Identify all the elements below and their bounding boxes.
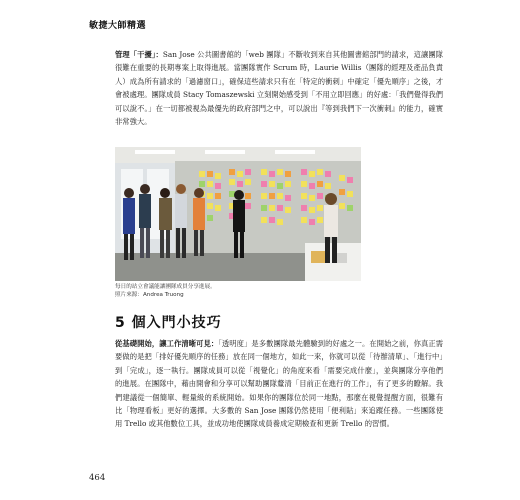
paragraph-transparency <box>115 337 443 431</box>
page-number: 464 <box>89 473 106 483</box>
photo-illustration <box>115 147 361 281</box>
caption-text: 每日的站立會議能讓團隊成員分享進展。 <box>115 284 216 290</box>
paragraph-interruptions <box>115 48 443 128</box>
photo-credit: 照片來源：Andrea Truong <box>115 291 184 298</box>
figure-caption <box>115 284 365 299</box>
paragraph-body: San Jose 公共圖書館的「web 團隊」不斷收到來自其他圖書館部門的請求，這讓團隊很難在重要的長期專案上取得進展。當團隊實作 Scrum 時，Laurie Willis（團隊的經理及產品負責人）成為所有請求的「過濾窗口」，確保這些請求只有在「特定的衝刺」中確定「優先順序」之後，才會被處理。團隊成員 Stacy Tomaszewski 立刻開始感受到「不用立即回應」的好處：「我們覺得我們可以說不。」在一切都被視為最優先的政府部門之中，可以說出『等到我們下一次衝刺』的能力，確實非常強大。 <box>115 50 443 127</box>
paragraph-body: 「透明度」是多數團隊最先體驗到的好處之一。在開始之前，你真正需要做的是把「排好優先順序的任務」放在同一個地方，如此一來，你就可以從「待辦清單」、「進行中」到「完成」，逐一執行。團隊成員可以從「視覺化」的角度來看「需要完成什麼」，並與團隊分享他們的進展。在團隊中，藉由開會和分享可以幫助團隊釐清「目前正在進行的工作」，有了更多的瞭解。我們建議從一個簡單、輕量級的系統開始。如果你的團隊位於同一地點，那麼在視覺提醒方面，很難有比「物理看板」更好的選擇。大多數的 San Jose 團隊仍然使用「便利貼」來追蹤任務。一些團隊使用 Trello 或其他數位工具，並成功地使團隊成員養成定期檢查和更新 Trello 的習慣。 <box>115 339 443 429</box>
section-heading: 5 個入門小技巧 <box>115 315 222 331</box>
running-header: 敏捷大師精選 <box>89 21 147 31</box>
standup-meeting-photo <box>115 147 361 281</box>
paragraph-lead: 從基礎開始，讓工作清晰可見： <box>115 339 219 348</box>
paragraph-lead: 管理「干擾」： <box>115 50 163 59</box>
